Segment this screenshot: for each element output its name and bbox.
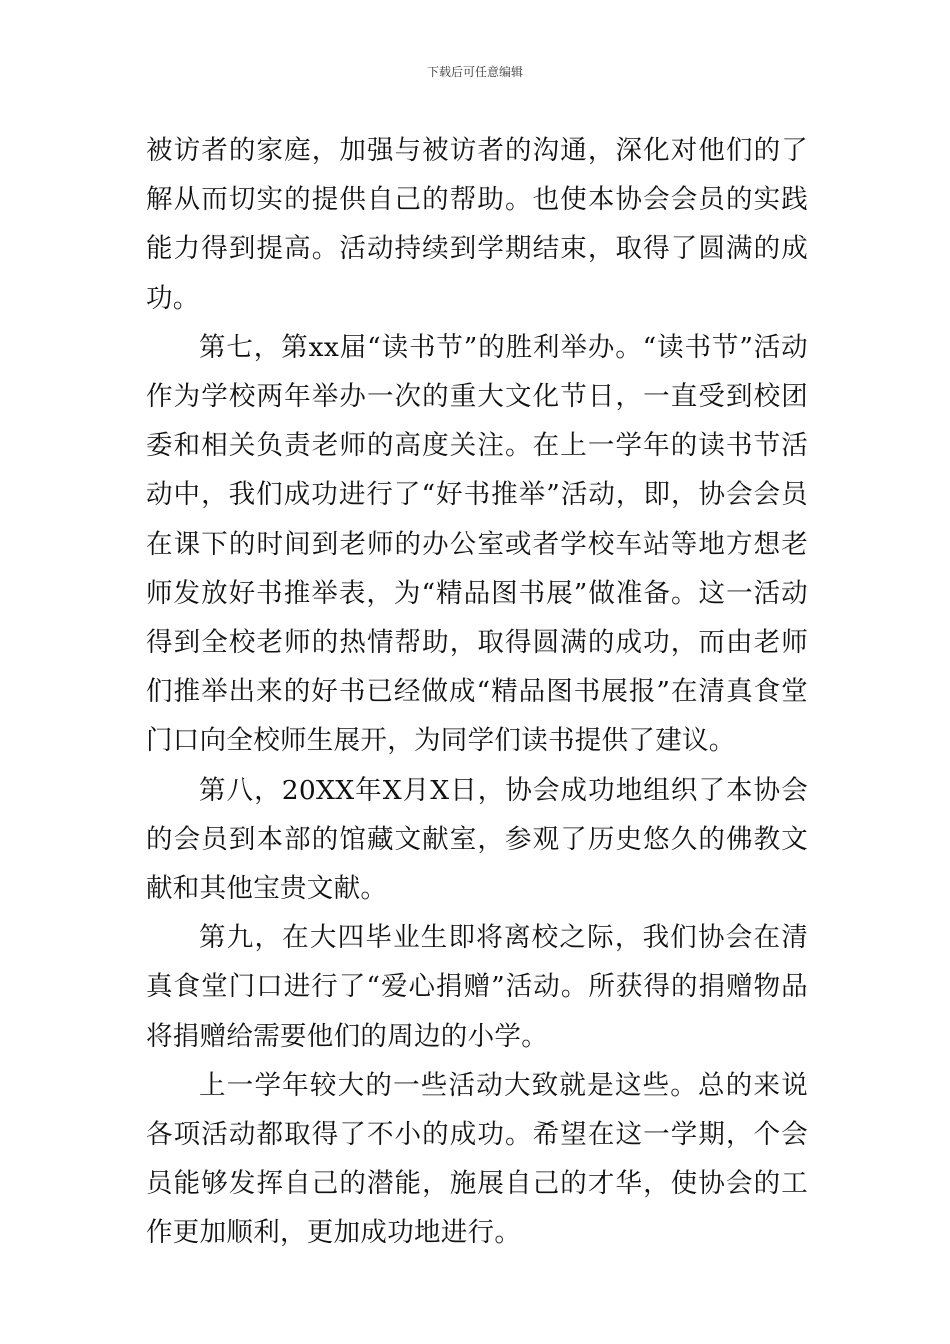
- paragraph-summary: 上一学年较大的一些活动大致就是这些。总的来说各项活动都取得了不小的成功。希望在这一学期，个会员能够发挥自己的潜能，施展自己的才华，使协会的工作更加顺利，更加成功地进行。: [146, 1069, 808, 1249]
- paragraph-item-eight: 第八，20XX年X月X日，协会成功地组织了本协会的会员到本部的馆藏文献室，参观了历史悠久的佛教文献和其他宝贵文献。: [146, 774, 808, 905]
- document-body: [146, 126, 808, 1258]
- page-header-note: 下载后可任意编辑: [426, 65, 523, 79]
- paragraph-continuation: 被访者的家庭，加强与被访者的沟通，深化对他们的了解从而切实的提供自己的帮助。也使本协会会员的实践能力得到提高。活动持续到学期结束，取得了圆满的成功。: [146, 135, 808, 314]
- paragraph-item-nine: 第九，在大四毕业生即将离校之际，我们协会在清真食堂门口进行了“爱心捐赠”活动。所获得的捐赠物品将捐赠给需要他们的周边的小学。: [146, 922, 808, 1052]
- paragraph-item-seven: 第七，第xx届“读书节”的胜利举办。“读书节”活动作为学校两年举办一次的重大文化节日，一直受到校团委和相关负责老师的高度关注。在上一学年的读书节活动中，我们成功进行了“好书推举”活动，即，协会会员在课下的时间到老师的办公室或者学校车站等地方想老师发放好书推举表，为“精品图书展”做准备。这一活动得到全校老师的热情帮助，取得圆满的成功，而由老师们推举出来的好书已经做成“精品图书展报”在清真食堂门口向全校师生展开，为同学们读书提供了建议。: [146, 331, 808, 757]
